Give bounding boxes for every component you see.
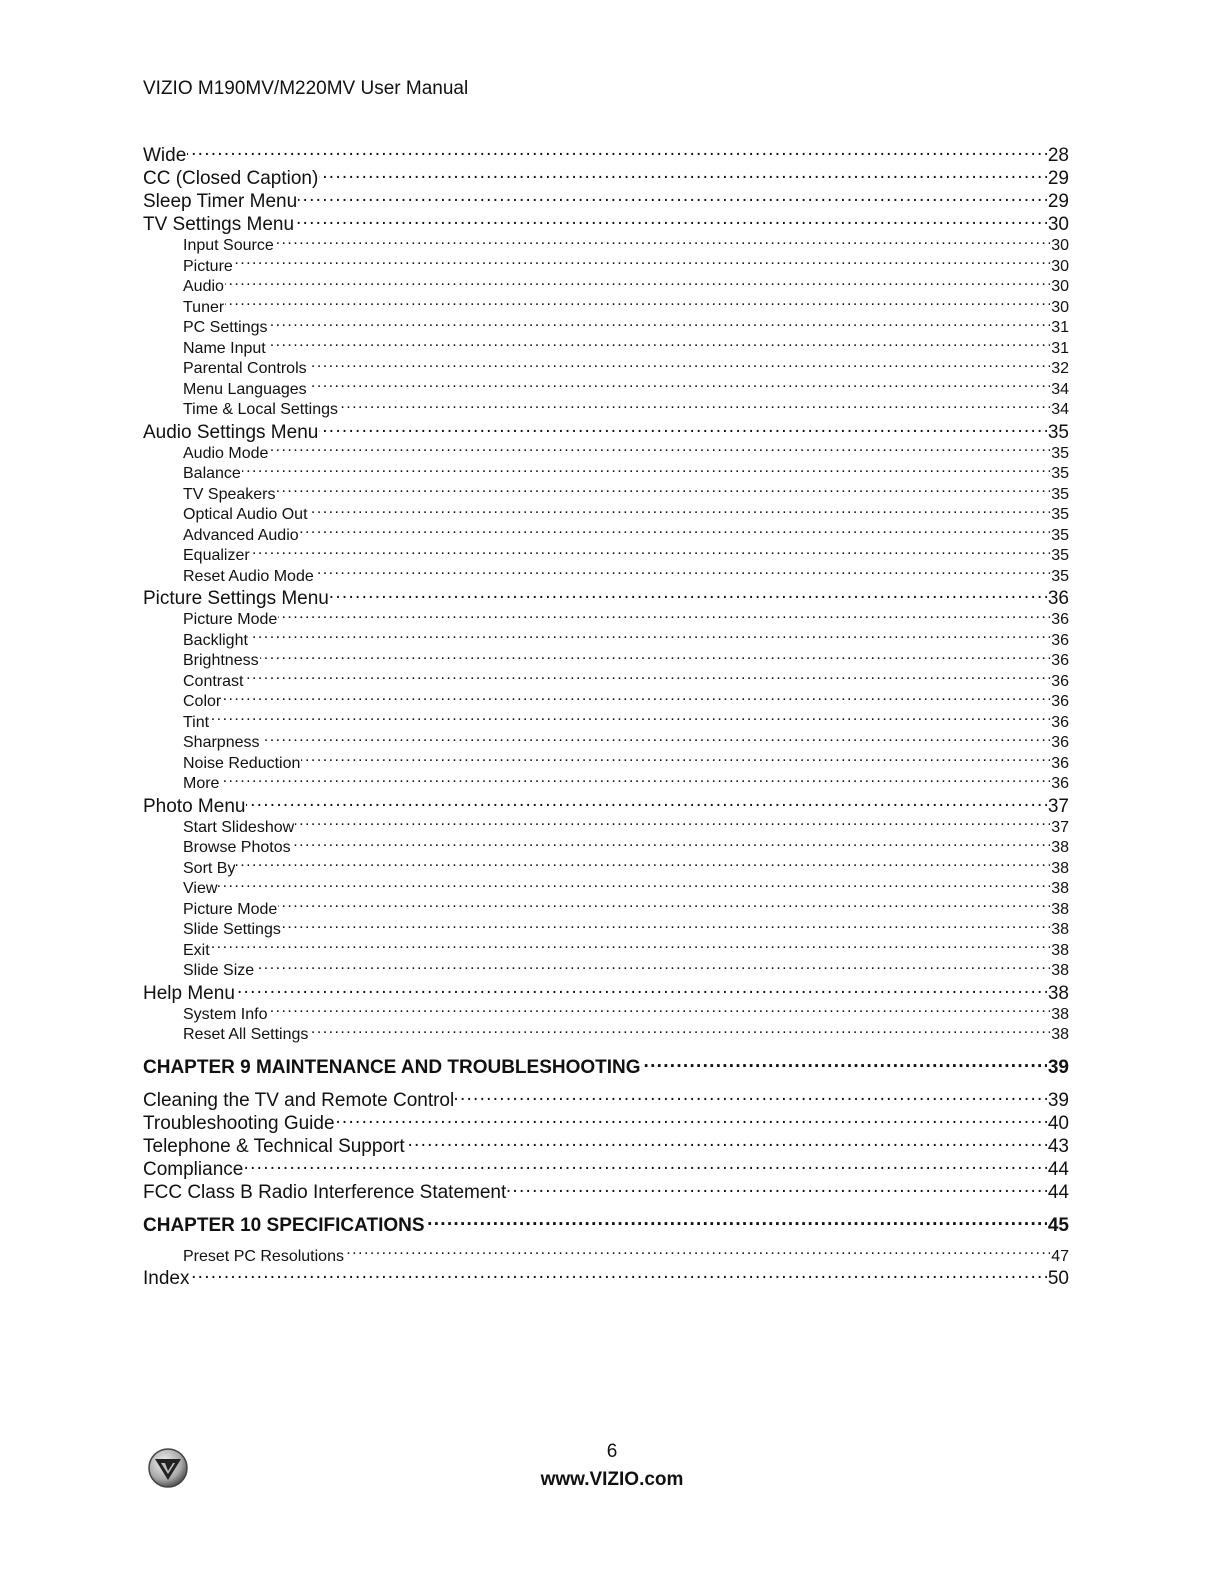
dot-leader bbox=[222, 690, 1050, 706]
toc-entry[interactable] bbox=[143, 419, 1069, 442]
table-of-contents bbox=[143, 142, 1069, 1288]
toc-entry-page: 36 bbox=[1051, 693, 1069, 710]
toc-entry[interactable] bbox=[143, 462, 1069, 483]
toc-entry-label: Advanced Audio bbox=[183, 526, 299, 544]
dot-leader bbox=[330, 585, 1047, 604]
toc-entry-label: More bbox=[183, 775, 220, 792]
dot-leader bbox=[309, 1023, 1050, 1039]
toc-chapter-entry[interactable] bbox=[143, 1054, 1069, 1077]
dot-leader bbox=[187, 142, 1047, 161]
dot-leader bbox=[319, 165, 1047, 184]
toc-entry[interactable] bbox=[143, 793, 1069, 816]
toc-entry[interactable] bbox=[143, 772, 1069, 793]
toc-entry-page: 36 bbox=[1047, 588, 1069, 608]
toc-entry-label: Time & Local Settings bbox=[183, 401, 339, 418]
dot-leader bbox=[275, 234, 1050, 250]
toc-entry-page: 45 bbox=[1047, 1214, 1069, 1235]
toc-entry-page: 44 bbox=[1047, 1158, 1069, 1179]
toc-entry[interactable] bbox=[143, 378, 1069, 399]
toc-entry-label: Index bbox=[143, 1268, 190, 1288]
toc-entry[interactable] bbox=[143, 442, 1069, 463]
toc-entry-page: 36 bbox=[1051, 631, 1069, 649]
toc-entry[interactable] bbox=[143, 836, 1069, 857]
toc-entry-label: Equalizer bbox=[183, 547, 250, 564]
toc-entry-label: Picture Settings Menu bbox=[143, 588, 329, 608]
toc-entry-page: 30 bbox=[1047, 214, 1069, 234]
toc-entry-page: 38 bbox=[1047, 982, 1069, 1003]
toc-entry-page: 40 bbox=[1047, 1112, 1069, 1133]
toc-entry-page: 38 bbox=[1051, 859, 1069, 877]
toc-entry[interactable] bbox=[143, 211, 1069, 234]
dot-leader bbox=[268, 316, 1050, 332]
dot-leader bbox=[190, 1265, 1046, 1284]
toc-entry[interactable] bbox=[143, 898, 1069, 919]
toc-entry-label: System Info bbox=[183, 1005, 268, 1023]
toc-entry-page: 39 bbox=[1047, 1056, 1069, 1077]
toc-entry[interactable] bbox=[143, 1156, 1069, 1179]
toc-entry-page: 34 bbox=[1051, 380, 1069, 398]
toc-entry-label: Picture Mode bbox=[183, 611, 278, 628]
document-header: VIZIO M190MV/M220MV User Manual bbox=[143, 78, 469, 99]
toc-entry[interactable] bbox=[143, 296, 1069, 317]
toc-entry[interactable] bbox=[143, 1133, 1069, 1156]
dot-leader bbox=[255, 959, 1050, 975]
dot-leader bbox=[249, 629, 1050, 645]
toc-entry-label: Wide bbox=[143, 145, 187, 165]
toc-entry-label: Help Menu bbox=[143, 982, 235, 1003]
toc-entry-page: 36 bbox=[1051, 652, 1069, 669]
toc-entry-label: Reset All Settings bbox=[183, 1026, 309, 1043]
toc-entry[interactable] bbox=[143, 565, 1069, 586]
dot-leader bbox=[268, 1003, 1050, 1019]
dot-leader bbox=[244, 670, 1050, 686]
toc-entry-label: TV Settings Menu bbox=[143, 214, 295, 234]
toc-entry[interactable] bbox=[143, 544, 1069, 565]
toc-entry[interactable] bbox=[143, 959, 1069, 980]
toc-entry-label: Sort By bbox=[183, 859, 236, 877]
dot-leader bbox=[211, 939, 1051, 955]
toc-entry-page: 35 bbox=[1051, 465, 1069, 482]
dot-leader bbox=[308, 357, 1051, 373]
dot-leader bbox=[220, 772, 1050, 788]
toc-entry-page: 31 bbox=[1051, 319, 1069, 336]
toc-entry-label: Color bbox=[183, 693, 222, 710]
toc-entry-page: 38 bbox=[1051, 900, 1069, 918]
toc-entry-label: Slide Size bbox=[183, 962, 255, 979]
toc-entry-page: 50 bbox=[1047, 1268, 1069, 1288]
toc-entry[interactable] bbox=[143, 752, 1069, 773]
toc-entry-label: View bbox=[183, 880, 218, 897]
toc-entry-label: CHAPTER 10 SPECIFICATIONS bbox=[143, 1214, 425, 1235]
toc-entry-page: 47 bbox=[1051, 1247, 1069, 1265]
toc-entry[interactable] bbox=[143, 629, 1069, 650]
dot-leader bbox=[234, 255, 1050, 271]
toc-entry-page: 36 bbox=[1051, 672, 1069, 690]
toc-entry-page: 29 bbox=[1047, 168, 1069, 188]
toc-entry-label: PC Settings bbox=[183, 319, 268, 336]
dot-leader bbox=[210, 711, 1050, 727]
toc-entry-page: 35 bbox=[1051, 547, 1069, 564]
dot-leader bbox=[339, 398, 1050, 414]
dot-leader bbox=[267, 337, 1050, 353]
dot-leader bbox=[295, 816, 1050, 832]
toc-entry-label: Name Input bbox=[183, 339, 266, 357]
dot-leader bbox=[308, 378, 1051, 394]
toc-entry-label: FCC Class B Radio Interference Statement bbox=[143, 1181, 507, 1202]
toc-entry-page: 35 bbox=[1051, 506, 1069, 523]
toc-entry-page: 38 bbox=[1051, 1005, 1069, 1023]
toc-entry-label: Tuner bbox=[183, 298, 225, 316]
dot-leader bbox=[225, 296, 1050, 312]
toc-entry-page: 37 bbox=[1047, 795, 1069, 816]
dot-leader bbox=[295, 211, 1047, 230]
dot-leader bbox=[507, 1179, 1047, 1198]
toc-entry-page: 30 bbox=[1051, 237, 1069, 254]
toc-entry-label: Exit bbox=[183, 941, 210, 959]
dot-leader bbox=[315, 565, 1050, 581]
dot-leader bbox=[244, 1156, 1047, 1175]
toc-entry-label: Backlight bbox=[183, 631, 248, 649]
dot-leader bbox=[269, 442, 1050, 458]
toc-entry-page: 38 bbox=[1051, 839, 1069, 856]
toc-entry[interactable] bbox=[143, 234, 1069, 255]
toc-entry-page: 38 bbox=[1051, 880, 1069, 897]
toc-entry-label: Browse Photos bbox=[183, 839, 291, 856]
dot-leader bbox=[309, 503, 1051, 519]
toc-entry-label: Brightness bbox=[183, 652, 259, 669]
toc-entry-page: 36 bbox=[1051, 775, 1069, 792]
dot-leader bbox=[242, 462, 1050, 478]
toc-entry-page: 38 bbox=[1051, 962, 1069, 979]
toc-entry-label: Parental Controls bbox=[183, 360, 307, 377]
dot-leader bbox=[336, 1110, 1047, 1129]
toc-entry[interactable] bbox=[143, 1023, 1069, 1044]
toc-entry[interactable] bbox=[143, 649, 1069, 670]
dot-leader bbox=[218, 877, 1050, 893]
toc-entry-label: Reset Audio Mode bbox=[183, 567, 314, 585]
toc-entry-label: Noise Reduction bbox=[183, 754, 301, 772]
dot-leader bbox=[251, 544, 1051, 560]
dot-leader bbox=[345, 1245, 1050, 1261]
toc-entry-page: 38 bbox=[1051, 1026, 1069, 1043]
toc-entry[interactable] bbox=[143, 275, 1069, 296]
dot-leader bbox=[426, 1212, 1047, 1231]
toc-entry-label: TV Speakers bbox=[183, 485, 276, 503]
toc-entry[interactable] bbox=[143, 503, 1069, 524]
dot-leader bbox=[225, 275, 1050, 291]
toc-entry-page: 32 bbox=[1051, 360, 1069, 377]
dot-leader bbox=[278, 608, 1050, 624]
toc-entry-label: Audio Settings Menu bbox=[143, 421, 319, 442]
toc-entry-label: Contrast bbox=[183, 672, 244, 690]
toc-entry-page: 35 bbox=[1047, 421, 1069, 442]
toc-entry-label: Preset PC Resolutions bbox=[183, 1247, 344, 1265]
toc-entry[interactable] bbox=[143, 337, 1069, 358]
toc-entry[interactable] bbox=[143, 142, 1069, 165]
dot-leader bbox=[298, 188, 1047, 207]
toc-entry-page: 35 bbox=[1051, 567, 1069, 585]
toc-entry[interactable] bbox=[143, 670, 1069, 691]
toc-entry[interactable] bbox=[143, 255, 1069, 276]
toc-entry-label: Balance bbox=[183, 465, 241, 482]
toc-chapter-entry[interactable] bbox=[143, 1212, 1069, 1235]
toc-entry-page: 38 bbox=[1051, 941, 1069, 959]
dot-leader bbox=[455, 1087, 1047, 1106]
footer-url: www.VIZIO.com bbox=[540, 1469, 684, 1490]
toc-entry-label: Audio bbox=[183, 278, 224, 295]
toc-entry[interactable] bbox=[143, 1110, 1069, 1133]
dot-leader bbox=[260, 649, 1051, 665]
toc-entry-page: 36 bbox=[1051, 734, 1069, 751]
toc-entry-label: Audio Mode bbox=[183, 444, 269, 462]
toc-entry-label: Menu Languages bbox=[183, 380, 307, 398]
toc-entry-label: Compliance bbox=[143, 1158, 244, 1179]
toc-entry-page: 35 bbox=[1051, 444, 1069, 462]
toc-entry[interactable] bbox=[143, 1245, 1069, 1266]
toc-entry-page: 39 bbox=[1047, 1089, 1069, 1110]
toc-entry-page: 30 bbox=[1051, 298, 1069, 316]
toc-entry-page: 28 bbox=[1047, 145, 1069, 165]
toc-entry[interactable] bbox=[143, 165, 1069, 188]
toc-entry[interactable] bbox=[143, 585, 1069, 608]
toc-entry[interactable] bbox=[143, 857, 1069, 878]
toc-entry[interactable] bbox=[143, 316, 1069, 337]
toc-entry[interactable] bbox=[143, 690, 1069, 711]
toc-entry[interactable] bbox=[143, 524, 1069, 545]
toc-entry-page: 36 bbox=[1051, 713, 1069, 731]
toc-entry[interactable] bbox=[143, 731, 1069, 752]
toc-entry-label: Troubleshooting Guide bbox=[143, 1112, 335, 1133]
toc-entry[interactable] bbox=[143, 188, 1069, 211]
toc-entry[interactable] bbox=[143, 608, 1069, 629]
toc-entry-page: 43 bbox=[1047, 1135, 1069, 1156]
toc-entry[interactable] bbox=[143, 980, 1069, 1003]
toc-entry[interactable] bbox=[143, 398, 1069, 419]
toc-entry-label: Sleep Timer Menu bbox=[143, 191, 298, 211]
toc-entry-label: Photo Menu bbox=[143, 795, 246, 816]
dot-leader bbox=[282, 918, 1050, 934]
toc-entry-label: Slide Settings bbox=[183, 921, 281, 938]
toc-entry-label: Optical Audio Out bbox=[183, 506, 308, 523]
toc-entry-label: Start Slideshow bbox=[183, 818, 295, 836]
toc-entry[interactable] bbox=[143, 1179, 1069, 1202]
dot-leader bbox=[319, 419, 1047, 438]
toc-entry[interactable] bbox=[143, 483, 1069, 504]
toc-entry-label: Sharpness bbox=[183, 734, 260, 751]
dot-leader bbox=[642, 1054, 1047, 1073]
toc-entry[interactable] bbox=[143, 816, 1069, 837]
dot-leader bbox=[246, 793, 1046, 812]
toc-entry[interactable] bbox=[143, 877, 1069, 898]
toc-entry-label: Tint bbox=[183, 713, 210, 731]
dot-leader bbox=[301, 752, 1050, 768]
dot-leader bbox=[236, 980, 1047, 999]
toc-entry-label: CC (Closed Caption) bbox=[143, 168, 319, 188]
toc-entry-label: Picture bbox=[183, 257, 233, 275]
dot-leader bbox=[276, 483, 1050, 499]
toc-entry[interactable] bbox=[143, 939, 1069, 960]
toc-entry[interactable] bbox=[143, 1265, 1069, 1288]
toc-entry-page: 35 bbox=[1051, 485, 1069, 503]
toc-entry-page: 44 bbox=[1047, 1181, 1069, 1202]
toc-entry-page: 34 bbox=[1051, 401, 1069, 418]
toc-entry-label: CHAPTER 9 MAINTENANCE AND TROUBLESHOOTING bbox=[143, 1056, 641, 1077]
toc-entry-page: 31 bbox=[1051, 339, 1069, 357]
dot-leader bbox=[292, 836, 1051, 852]
toc-entry-page: 30 bbox=[1051, 278, 1069, 295]
toc-entry-label: Telephone & Technical Support bbox=[143, 1135, 405, 1156]
page-number: 6 bbox=[606, 1441, 618, 1462]
toc-entry-label: Cleaning the TV and Remote Control bbox=[143, 1089, 455, 1110]
toc-entry[interactable] bbox=[143, 357, 1069, 378]
toc-entry-page: 29 bbox=[1047, 191, 1069, 211]
dot-leader bbox=[300, 524, 1051, 540]
toc-entry-label: Picture Mode bbox=[183, 900, 278, 918]
toc-entry-page: 37 bbox=[1051, 818, 1069, 836]
toc-entry-page: 36 bbox=[1051, 754, 1069, 772]
toc-entry-page: 38 bbox=[1051, 921, 1069, 938]
toc-entry-page: 35 bbox=[1051, 526, 1069, 544]
toc-entry[interactable] bbox=[143, 1003, 1069, 1024]
dot-leader bbox=[278, 898, 1050, 914]
toc-entry[interactable] bbox=[143, 918, 1069, 939]
toc-entry-page: 36 bbox=[1051, 611, 1069, 628]
toc-entry[interactable] bbox=[143, 1087, 1069, 1110]
dot-leader bbox=[406, 1133, 1047, 1152]
toc-entry-label: Input Source bbox=[183, 237, 274, 254]
dot-leader bbox=[261, 731, 1051, 747]
toc-entry[interactable] bbox=[143, 711, 1069, 732]
toc-entry-page: 30 bbox=[1051, 257, 1069, 275]
dot-leader bbox=[236, 857, 1050, 873]
